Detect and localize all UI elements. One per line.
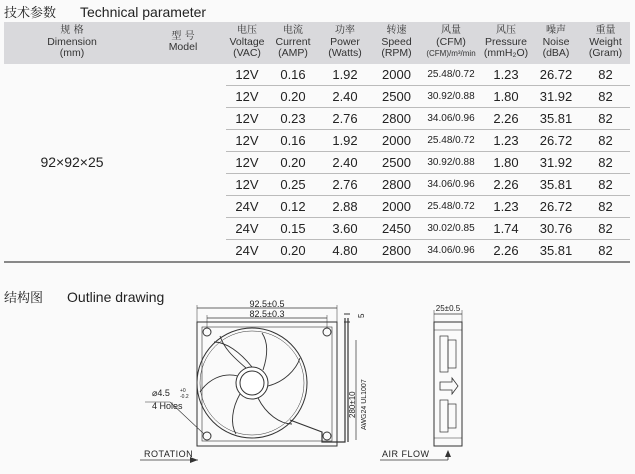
dimension-cell: 92×92×25 (4, 64, 140, 262)
hole-dia-label: ⌀4.5 (152, 388, 170, 398)
column-header-cn: 重量 (595, 25, 616, 36)
holes-label: 4 Holes (152, 401, 183, 411)
column-header (4, 22, 140, 64)
power-cell: 2.40 (318, 85, 372, 107)
column-header-unit: (AMP) (278, 47, 308, 59)
wire-length-label: 280±10 (348, 391, 357, 418)
mounting-hole (323, 328, 331, 336)
column-header (268, 22, 318, 64)
wire-spec-label: AWG24 UL1007 (361, 379, 368, 430)
noise-cell: 35.81 (531, 239, 581, 262)
voltage-cell: 12V (226, 85, 268, 107)
noise-cell: 31.92 (531, 85, 581, 107)
column-header-unit: (dBA) (542, 47, 570, 59)
column-header-en: Power (330, 35, 360, 48)
voltage-cell: 24V (226, 239, 268, 262)
pressure-cell: 1.23 (481, 195, 531, 217)
mounting-hole (203, 328, 211, 336)
airflow-cell: 34.06/0.96 (421, 107, 481, 129)
airflow-cell: 25.48/0.72 (421, 129, 481, 151)
pressure-cell: 2.26 (481, 239, 531, 262)
weight-cell: 82 (581, 85, 630, 107)
current-cell: 0.20 (268, 85, 318, 107)
speed-cell: 2500 (372, 151, 421, 173)
fan-hub (236, 367, 268, 399)
power-cell: 2.88 (318, 195, 372, 217)
power-cell: 1.92 (318, 129, 372, 151)
column-header-cn: 规 格 (60, 25, 84, 36)
hole-tol-upper: +0 (180, 388, 186, 394)
column-header (226, 22, 268, 64)
pressure-cell: 2.26 (481, 107, 531, 129)
column-header-en: (CFM) (436, 35, 466, 48)
speed-cell: 2800 (372, 107, 421, 129)
noise-cell: 35.81 (531, 107, 581, 129)
air-flow-label: AIR FLOW (382, 449, 430, 459)
dim-inner-label: 82.5±0.3 (249, 309, 285, 319)
column-header-unit: (CFM)/m³/min (426, 49, 476, 58)
pressure-cell: 1.23 (481, 64, 531, 86)
voltage-cell: 12V (226, 64, 268, 86)
speed-cell: 2800 (372, 173, 421, 195)
column-header (421, 22, 481, 64)
airflow-cell: 30.92/0.88 (421, 85, 481, 107)
column-header-cn: 电流 (283, 25, 303, 36)
noise-cell: 26.72 (531, 195, 581, 217)
column-header-unit: (mmH₂O) (483, 47, 529, 59)
voltage-cell: 24V (226, 217, 268, 239)
noise-cell: 30.76 (531, 217, 581, 239)
speed-cell: 2450 (372, 217, 421, 239)
table-row (4, 64, 630, 86)
current-cell: 0.16 (268, 129, 318, 151)
spec-table (4, 22, 630, 263)
section-title-en: Technical parameter (80, 4, 207, 20)
current-cell: 0.20 (268, 151, 318, 173)
column-header-cn: 型 号 (171, 30, 195, 42)
speed-cell: 2500 (372, 85, 421, 107)
section-title-en: Outline drawing (67, 289, 165, 305)
column-header-cn: 风量 (441, 25, 461, 36)
column-header (140, 22, 226, 64)
column-header-en: Pressure (484, 35, 527, 48)
column-header (372, 22, 421, 64)
column-header-cn: 噪声 (546, 25, 566, 36)
table-body (4, 64, 630, 262)
dim-outer-label: 92.5±0.5 (249, 300, 285, 309)
power-cell: 2.40 (318, 151, 372, 173)
pressure-cell: 1.74 (481, 217, 531, 239)
side-width-label: 25±0.5 (435, 304, 461, 313)
outline-drawing (0, 300, 635, 474)
current-cell: 0.16 (268, 64, 318, 86)
weight-cell: 82 (581, 173, 630, 195)
column-header-unit: (Gram) (588, 47, 623, 59)
voltage-cell: 12V (226, 151, 268, 173)
voltage-cell: 12V (226, 129, 268, 151)
rotation-label: ROTATION (144, 449, 194, 459)
weight-cell: 82 (581, 195, 630, 217)
airflow-cell: 34.06/0.96 (421, 239, 481, 262)
pressure-cell: 2.26 (481, 173, 531, 195)
column-header (481, 22, 531, 64)
column-header-en: Model (168, 41, 198, 54)
power-cell: 1.92 (318, 64, 372, 86)
section-title-cn: 技术参数 (4, 6, 57, 21)
column-header (318, 22, 372, 64)
column-header-en: Voltage (229, 35, 265, 48)
column-header-en: Weight (589, 35, 622, 48)
noise-cell: 26.72 (531, 129, 581, 151)
column-header-en: Noise (542, 35, 570, 48)
section-title-technical (4, 2, 206, 21)
column-header-en: Current (275, 35, 311, 48)
section-title-cn: 结构图 (4, 291, 44, 306)
column-header-cn: 风压 (496, 25, 516, 36)
weight-cell: 82 (581, 129, 630, 151)
mounting-hole (203, 432, 211, 440)
column-header-unit: (VAC) (233, 47, 261, 59)
current-cell: 0.23 (268, 107, 318, 129)
airflow-cell: 34.06/0.96 (421, 173, 481, 195)
mounting-hole (323, 432, 331, 440)
column-header (531, 22, 581, 64)
power-cell: 2.76 (318, 107, 372, 129)
column-header-unit: (Watts) (328, 47, 362, 59)
power-cell: 3.60 (318, 217, 372, 239)
speed-cell: 2000 (372, 195, 421, 217)
current-cell: 0.15 (268, 217, 318, 239)
column-header-cn: 电压 (237, 25, 257, 36)
column-header-en: Dimension (47, 35, 97, 48)
voltage-cell: 12V (226, 173, 268, 195)
hole-tol-lower: -0.2 (180, 394, 189, 400)
weight-cell: 82 (581, 239, 630, 262)
airflow-cell: 30.02/0.85 (421, 217, 481, 239)
weight-cell: 82 (581, 151, 630, 173)
current-cell: 0.20 (268, 239, 318, 262)
air-flow-direction-arrow (440, 378, 458, 394)
weight-cell: 82 (581, 217, 630, 239)
speed-cell: 2800 (372, 239, 421, 262)
fan-front-view (140, 305, 356, 460)
table-header-row (4, 22, 630, 64)
column-header-cn: 功率 (335, 25, 355, 36)
column-header-en: Speed (381, 35, 412, 48)
speed-cell: 2000 (372, 64, 421, 86)
power-cell: 2.76 (318, 173, 372, 195)
airflow-cell: 25.48/0.72 (421, 64, 481, 86)
airflow-cell: 25.48/0.72 (421, 195, 481, 217)
pressure-cell: 1.23 (481, 129, 531, 151)
column-header-unit: (mm) (59, 47, 85, 59)
column-header-cn: 转速 (386, 25, 407, 36)
pressure-cell: 1.80 (481, 151, 531, 173)
fan-side-view (380, 310, 462, 460)
noise-cell: 26.72 (531, 64, 581, 86)
voltage-cell: 12V (226, 107, 268, 129)
column-header (581, 22, 630, 64)
weight-cell: 82 (581, 64, 630, 86)
power-cell: 4.80 (318, 239, 372, 262)
current-cell: 0.25 (268, 173, 318, 195)
column-header-unit: (RPM) (381, 47, 412, 59)
dim-lead-label: 5 (357, 313, 366, 318)
airflow-cell: 30.92/0.88 (421, 151, 481, 173)
pressure-cell: 1.80 (481, 85, 531, 107)
voltage-cell: 24V (226, 195, 268, 217)
model-cell (140, 64, 226, 262)
current-cell: 0.12 (268, 195, 318, 217)
speed-cell: 2000 (372, 129, 421, 151)
noise-cell: 35.81 (531, 173, 581, 195)
weight-cell: 82 (581, 107, 630, 129)
noise-cell: 31.92 (531, 151, 581, 173)
